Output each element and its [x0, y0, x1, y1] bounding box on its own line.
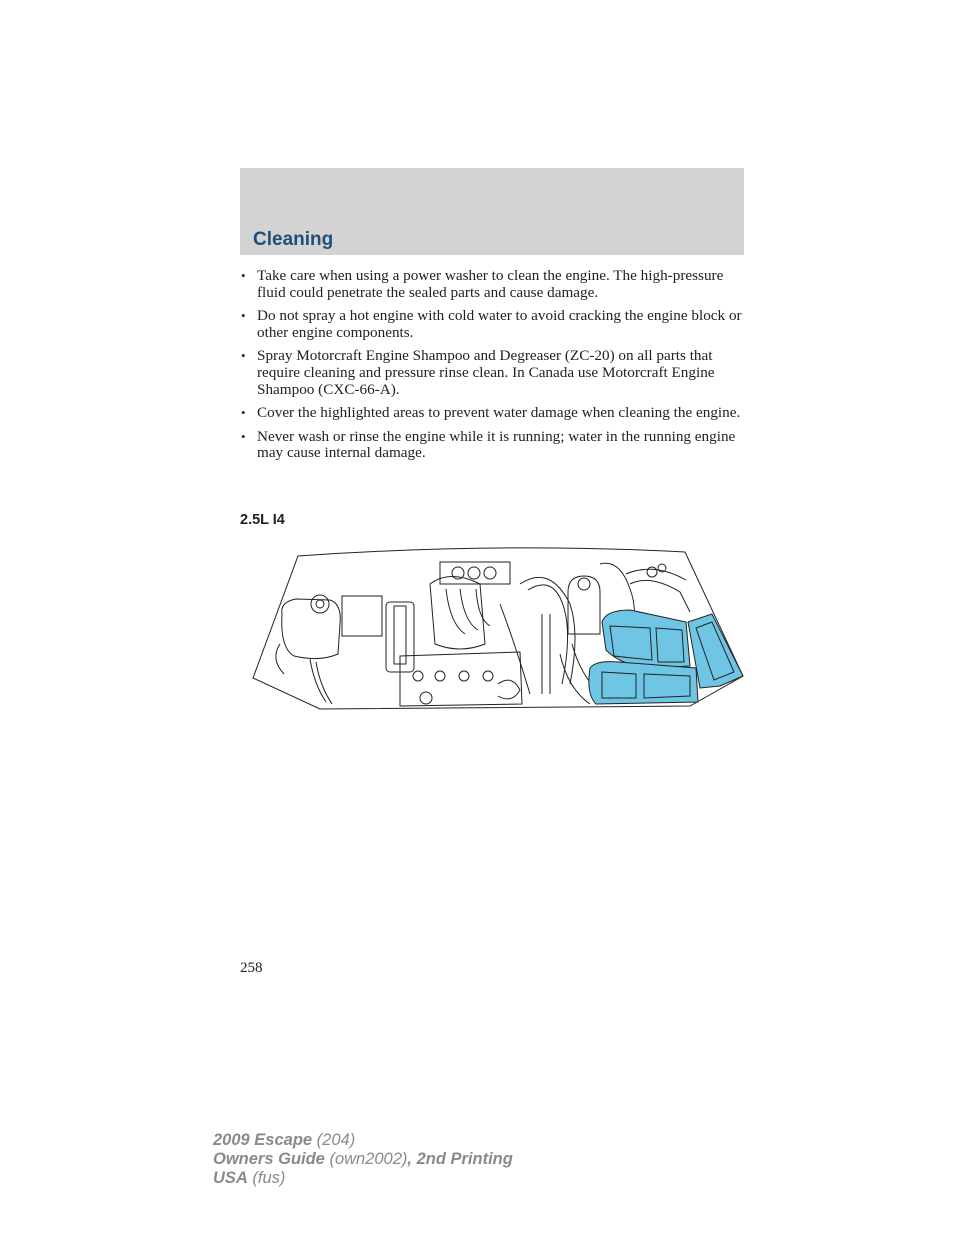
footer-line-1: 2009 Escape (204) [213, 1131, 356, 1149]
bullet-icon: • [241, 428, 246, 444]
list-item-text: Cover the highlighted areas to prevent water damage when cleaning the engine. [257, 404, 741, 422]
list-item-text: Do not spray a hot engine with cold water to avoid cracking the engine block or other engine components. [257, 307, 742, 341]
section-header-band [240, 168, 744, 255]
bullet-icon: • [241, 308, 246, 324]
highlighted-area-lower [589, 662, 698, 704]
footer-line-2: Owners Guide (own2002), 2nd Printing [213, 1150, 513, 1168]
document-footer [213, 1131, 513, 1188]
list-item [240, 429, 744, 462]
page-number: 258 [240, 960, 263, 976]
highlighted-area-upper [602, 610, 690, 668]
bullet-icon: • [241, 405, 246, 421]
list-item [240, 348, 744, 398]
engine-compartment-illustration [250, 544, 746, 714]
list-item [240, 308, 744, 341]
list-item [240, 268, 744, 301]
section-title: Cleaning [253, 229, 334, 250]
bullet-icon: • [241, 348, 246, 364]
list-item-text: Take care when using a power washer to clean the engine. The high-pressure fluid could penetrate the sealed parts and cause damage. [257, 267, 724, 301]
cleaning-tips-list [240, 268, 744, 469]
list-item-text: Spray Motorcraft Engine Shampoo and Degreaser (ZC-20) on all parts that require cleaning and pressure rinse clean. In Canada use Motorcraft Engine Shampoo (CXC-66-A). [257, 347, 715, 398]
list-item-text: Never wash or rinse the engine while it is running; water in the running engine may cause internal damage. [257, 427, 736, 462]
coolant-reservoir [282, 599, 341, 659]
footer-line-3: USA (fus) [213, 1169, 286, 1187]
bullet-icon: • [241, 268, 246, 283]
list-item [240, 405, 744, 422]
engine-subheading: 2.5L I4 [240, 512, 285, 528]
